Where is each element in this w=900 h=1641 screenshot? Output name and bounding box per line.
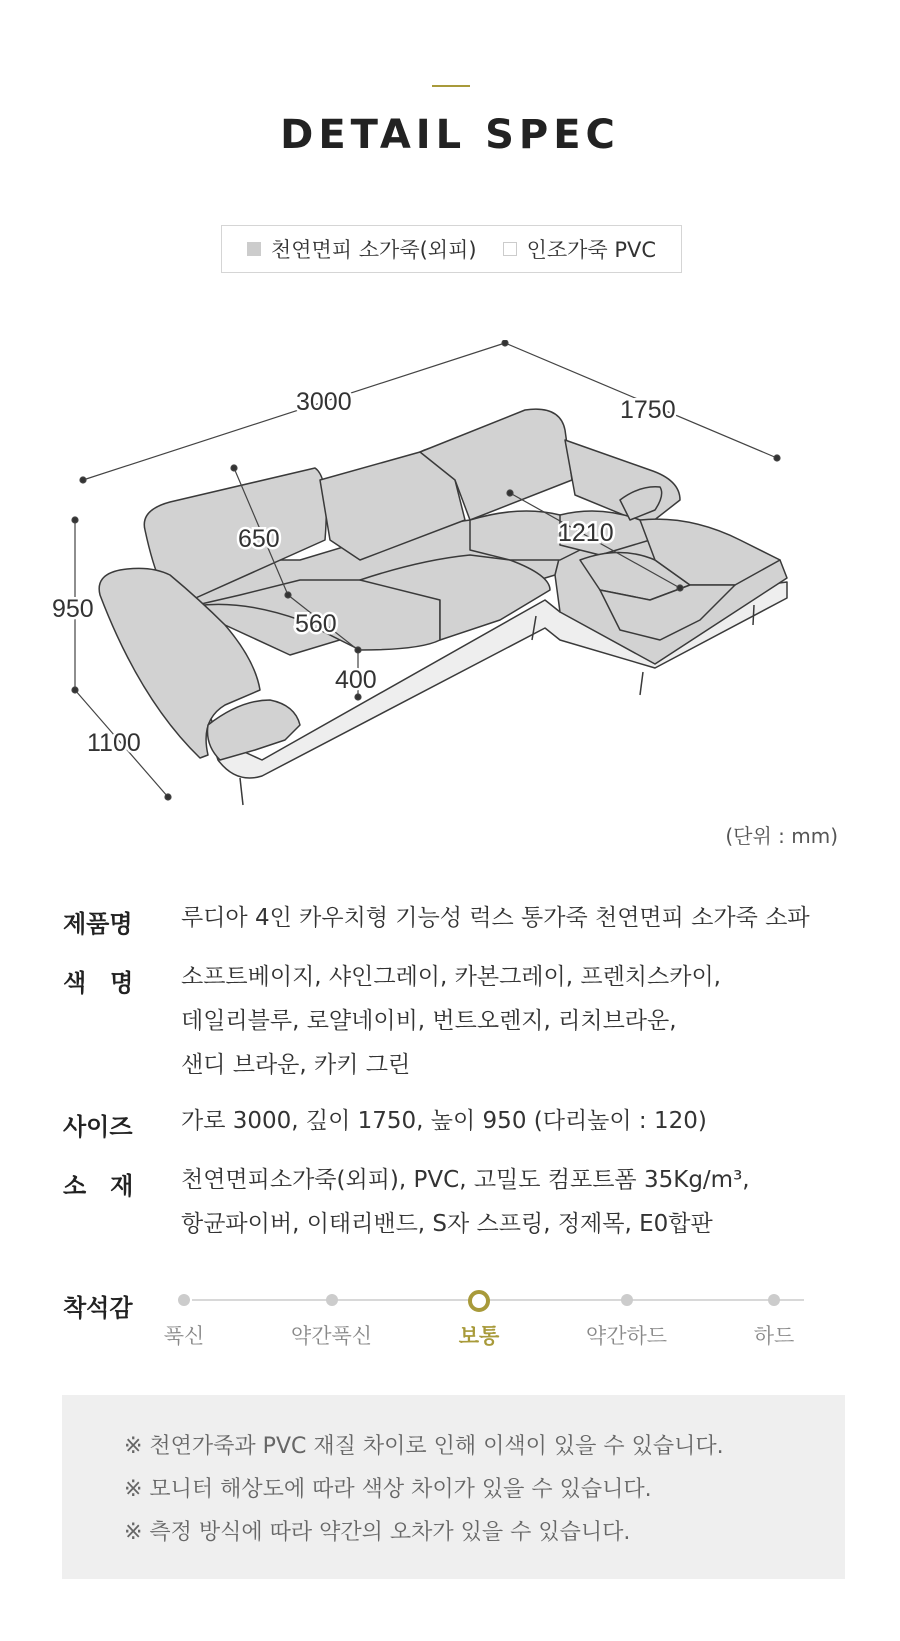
spec-value-line: 데일리블루, 로얄네이비, 번트오렌지, 리치브라운, — [181, 1008, 677, 1034]
spec-value-line: 샌디 브라운, 카키 그린 — [181, 1052, 411, 1078]
scale-dot — [468, 1290, 490, 1312]
seat-feel-scale — [163, 1292, 816, 1352]
scale-option-label: 푹신 — [163, 1324, 205, 1348]
empty-swatch-icon — [503, 242, 517, 256]
spec-value-line: 항균파이버, 이태리밴드, S자 스프링, 정제목, E0합판 — [181, 1211, 713, 1237]
spec-value: 루디아 4인 카우치형 기능성 럭스 통가죽 천연면피 소가죽 소파 — [181, 905, 810, 931]
scale-dot — [326, 1294, 338, 1306]
legend-item-leather — [247, 234, 477, 264]
scale-dot — [768, 1294, 780, 1306]
dim-seat-depth-label: 560 — [295, 610, 337, 638]
scale-option-label: 하드 — [753, 1324, 795, 1348]
legend-label: 천연면피 소가죽(외피) — [270, 238, 477, 262]
spec-label: 색 명 — [63, 969, 134, 997]
title-accent-line — [432, 85, 470, 87]
scale-track — [192, 1299, 804, 1301]
sofa-illustration — [99, 409, 787, 805]
spec-value — [181, 955, 861, 1087]
scale-option-label: 약간하드 — [585, 1324, 668, 1348]
note-line: ※ 모니터 해상도에 따라 색상 차이가 있을 수 있습니다. — [124, 1477, 652, 1502]
scale-dot — [178, 1294, 190, 1306]
spec-label: 사이즈 — [63, 1113, 133, 1141]
seat-feel-label: 착석감 — [63, 1294, 133, 1322]
dim-seat-height-label: 400 — [335, 666, 377, 694]
dim-width-label: 3000 — [296, 388, 352, 416]
note-line: ※ 천연가죽과 PVC 재질 차이로 인해 이색이 있을 수 있습니다. — [124, 1434, 724, 1459]
spec-value-line: 소프트베이지, 샤인그레이, 카본그레이, 프렌치스카이, — [181, 964, 721, 990]
dim-chaise-length-label: 1210 — [558, 519, 614, 547]
filled-swatch-icon — [247, 242, 261, 256]
unit-label: (단위 : mm) — [725, 824, 838, 848]
sofa-dimension-diagram — [0, 340, 900, 840]
notes-box — [62, 1395, 845, 1579]
spec-value — [181, 1158, 861, 1246]
legend-item-pvc — [503, 234, 657, 264]
dim-back-height-label: 650 — [238, 525, 280, 553]
scale-dot — [621, 1294, 633, 1306]
dim-height-label: 950 — [52, 595, 94, 623]
page-title: DETAIL SPEC — [280, 112, 620, 158]
dim-depth-label: 1750 — [620, 396, 676, 424]
spec-label: 소 재 — [63, 1172, 134, 1200]
material-legend — [221, 225, 682, 273]
spec-label: 제품명 — [63, 910, 133, 938]
dim-side-depth-label: 1100 — [87, 729, 141, 757]
spec-value: 가로 3000, 깊이 1750, 높이 950 (다리높이 : 120) — [181, 1108, 707, 1134]
spec-value-line: 천연면피소가죽(외피), PVC, 고밀도 컴포트폼 35Kg/m³, — [181, 1167, 750, 1193]
legend-label: 인조가죽 PVC — [526, 238, 657, 262]
scale-option-label: 보통 — [458, 1324, 500, 1348]
scale-option-label: 약간푹신 — [290, 1324, 373, 1348]
note-line: ※ 측정 방식에 따라 약간의 오차가 있을 수 있습니다. — [124, 1520, 631, 1545]
